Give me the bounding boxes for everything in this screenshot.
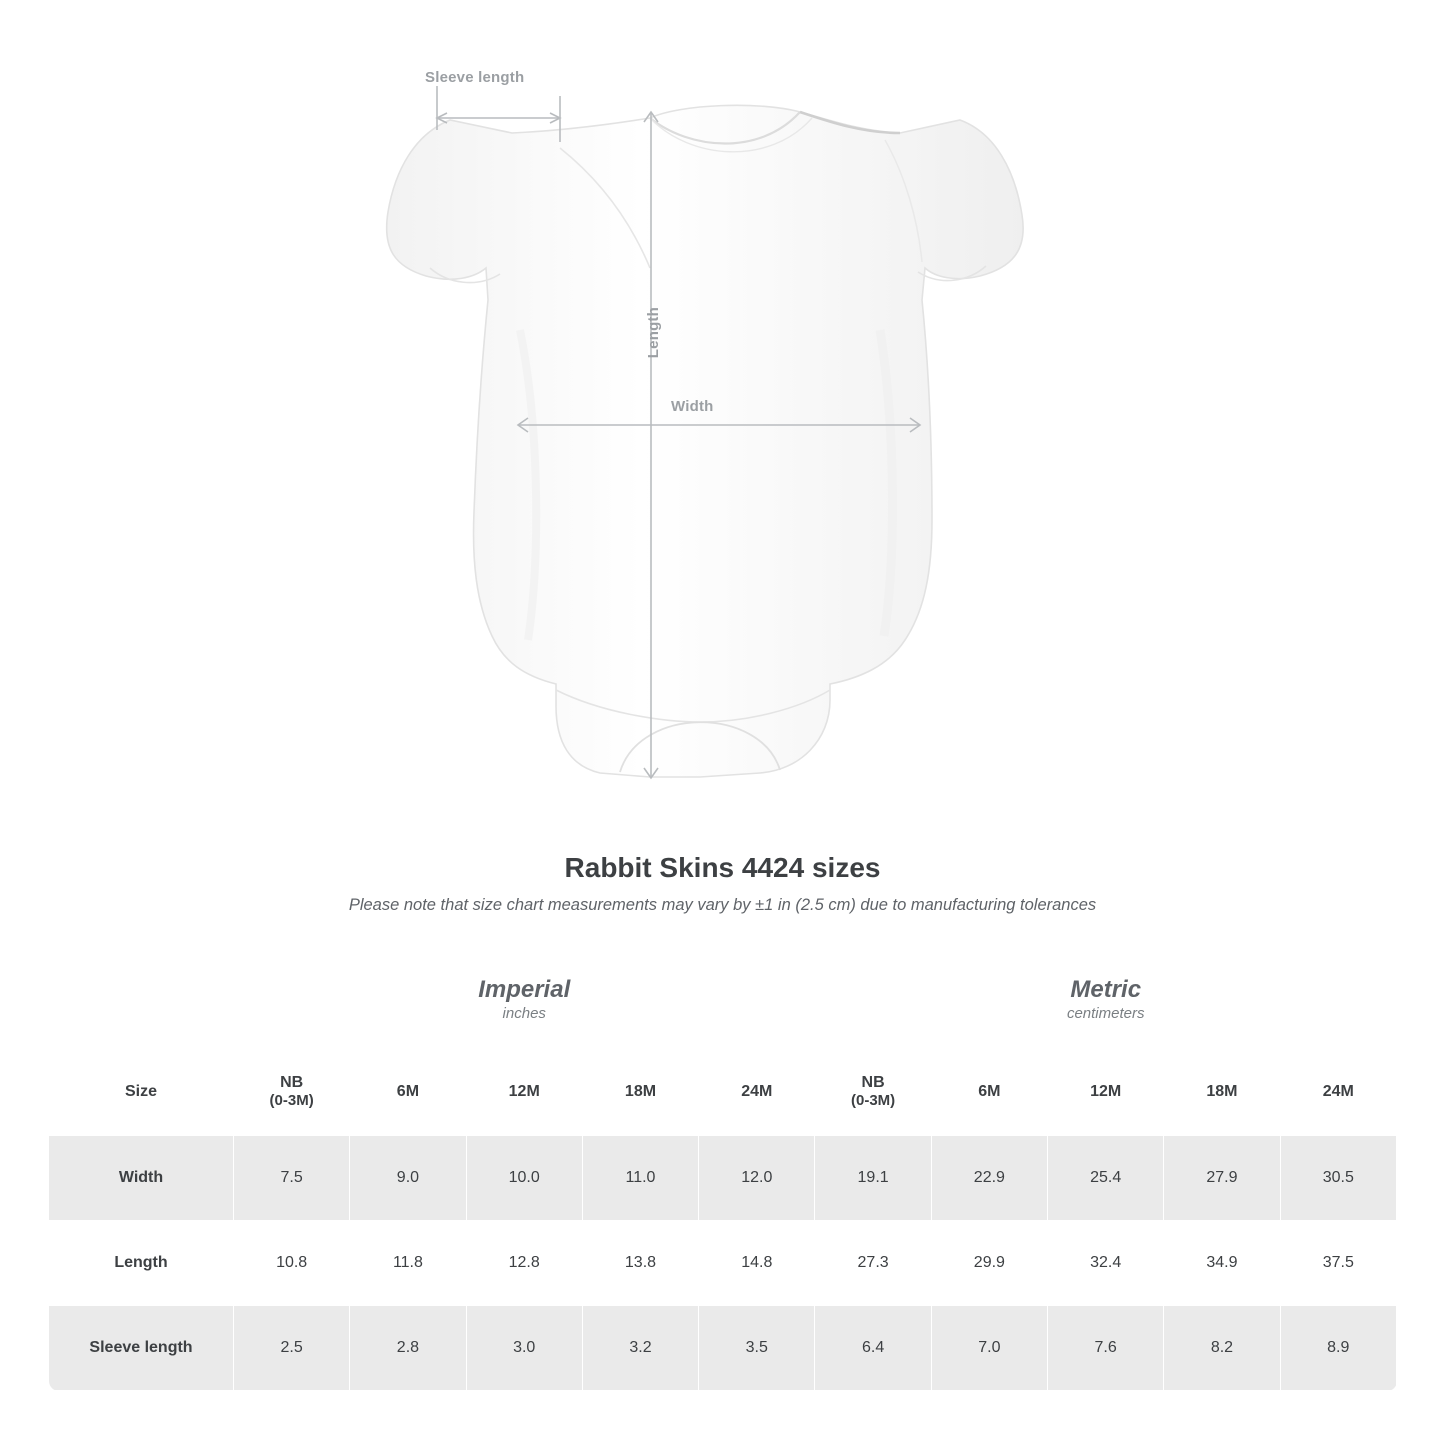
width-dimension-label: Width	[671, 398, 714, 415]
cell-width-9: 27.9	[1164, 1136, 1280, 1221]
unit-group-name: Imperial	[478, 976, 571, 1003]
length-dimension-label: Length	[645, 307, 662, 359]
cell-sleeve-length-8: 7.6	[1048, 1306, 1164, 1391]
table-row	[49, 1306, 1397, 1391]
table-row	[49, 1221, 1397, 1306]
cell-length-2: 11.8	[350, 1221, 466, 1306]
title-block	[0, 852, 1445, 915]
cell-sleeve-length-6: 6.4	[815, 1306, 931, 1391]
cell-width-5: 12.0	[699, 1136, 815, 1221]
table-row	[49, 1136, 1397, 1221]
sleeve-length-dimension-label: Sleeve length	[425, 69, 525, 86]
column-header-1: NB (0-3M)	[234, 1048, 350, 1136]
column-header-4: 18M	[582, 1048, 698, 1136]
unit-group-sub: centimeters	[1066, 1005, 1145, 1022]
column-header-9: 18M	[1164, 1048, 1280, 1136]
cell-width-8: 25.4	[1048, 1136, 1164, 1221]
unit-group-imperial	[234, 950, 815, 1048]
cell-sleeve-length-2: 2.8	[350, 1306, 466, 1391]
cell-length-10: 37.5	[1280, 1221, 1396, 1306]
cell-sleeve-length-10: 8.9	[1280, 1306, 1396, 1391]
cell-length-7: 29.9	[931, 1221, 1047, 1306]
cell-width-10: 30.5	[1280, 1136, 1396, 1221]
size-table-wrapper	[48, 949, 1397, 1391]
unit-group-row	[49, 950, 1397, 1048]
cell-length-4: 13.8	[582, 1221, 698, 1306]
cell-sleeve-length-7: 7.0	[931, 1306, 1047, 1391]
row-label-length: Length	[49, 1221, 234, 1306]
column-header-sub: (0-3M)	[269, 1092, 314, 1109]
row-header-size: Size	[49, 1048, 234, 1136]
bodysuit-shape	[387, 105, 1024, 777]
cell-width-1: 7.5	[234, 1136, 350, 1221]
row-label-width: Width	[49, 1136, 234, 1221]
column-header-6: NB (0-3M)	[815, 1048, 931, 1136]
unit-group-name: Metric	[1070, 976, 1142, 1003]
cell-width-2: 9.0	[350, 1136, 466, 1221]
tolerance-note: Please note that size chart measurements may vary by ±1 in (2.5 cm) due to manufacturing tolerances	[348, 896, 1097, 914]
cell-sleeve-length-4: 3.2	[582, 1306, 698, 1391]
cell-length-3: 12.8	[466, 1221, 582, 1306]
cell-length-8: 32.4	[1048, 1221, 1164, 1306]
column-header-3: 12M	[466, 1048, 582, 1136]
row-label-sleeve-length: Sleeve length	[49, 1306, 234, 1391]
cell-sleeve-length-3: 3.0	[466, 1306, 582, 1391]
cell-length-6: 27.3	[815, 1221, 931, 1306]
column-header-7: 6M	[931, 1048, 1047, 1136]
cell-length-9: 34.9	[1164, 1221, 1280, 1306]
column-header-8: 12M	[1048, 1048, 1164, 1136]
cell-length-5: 14.8	[699, 1221, 815, 1306]
unit-group-metric	[815, 950, 1397, 1048]
unit-row-spacer	[49, 950, 234, 1048]
cell-width-7: 22.9	[931, 1136, 1047, 1221]
size-table	[48, 949, 1397, 1391]
cell-width-3: 10.0	[466, 1136, 582, 1221]
cell-width-4: 11.0	[582, 1136, 698, 1221]
column-header-sub: (0-3M)	[851, 1092, 896, 1109]
column-header-row	[49, 1048, 1397, 1136]
page-title: Rabbit Skins 4424 sizes	[564, 852, 881, 883]
unit-group-sub: inches	[502, 1005, 546, 1022]
size-table-body	[49, 950, 1397, 1391]
cell-length-1: 10.8	[234, 1221, 350, 1306]
column-header-5: 24M	[699, 1048, 815, 1136]
cell-sleeve-length-9: 8.2	[1164, 1306, 1280, 1391]
column-header-2: 6M	[350, 1048, 466, 1136]
cell-sleeve-length-5: 3.5	[699, 1306, 815, 1391]
column-header-10: 24M	[1280, 1048, 1396, 1136]
cell-width-6: 19.1	[815, 1136, 931, 1221]
cell-sleeve-length-1: 2.5	[234, 1306, 350, 1391]
